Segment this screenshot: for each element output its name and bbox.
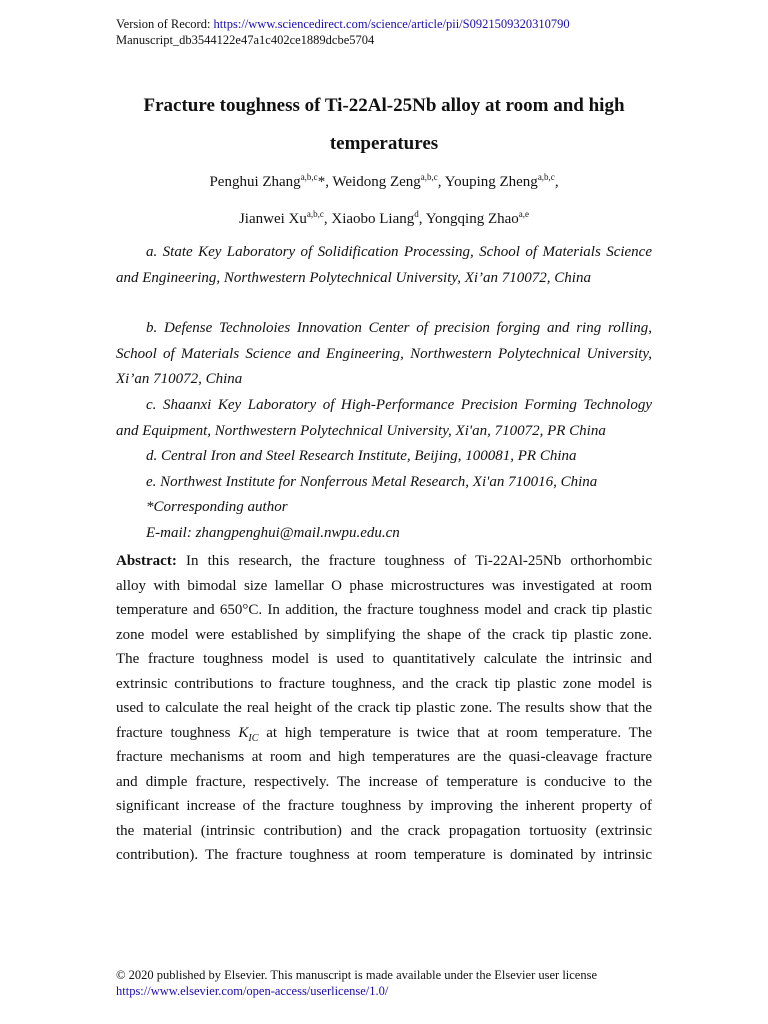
abstract-line: significant increase of the fracture toughness by improving the inherent property of	[116, 798, 652, 814]
abstract-line: contribution). The fracture toughness at room temperature is dominated by intrinsic	[116, 847, 652, 863]
version-link[interactable]: https://www.sciencedirect.com/science/article/pii/S0921509320310790	[213, 17, 570, 31]
abstract	[116, 549, 652, 868]
author-affil-sup: a,b,c	[537, 172, 555, 182]
abstract-line: zone model were established by simplifying the shape of the crack tip plastic zone.	[116, 626, 652, 643]
affiliation-b: b. Defense Technoloies Innovation Center of precision forging and ring rolling, School of Materials Science and Engineering, Northwestern Polytechnical University, Xi’an 710072, China	[116, 320, 652, 388]
abstract-line: fracture mechanisms at room and high temperatures are the quasi-cleavage fracture	[116, 749, 652, 765]
abstract-line: and dimple fracture, respectively. The increase of temperature is conducive to the	[116, 773, 652, 790]
affiliation-d: d. Central Iron and Steel Research Institute, Beijing, 100081, PR China	[146, 448, 577, 464]
paper-title-line-2: temperatures	[329, 133, 439, 154]
abstract-line: the material (intrinsic contribution) and the crack propagation tortuosity (extrinsic	[116, 822, 652, 839]
author-sep: *,	[317, 174, 333, 190]
author-affil-sup: a,e	[518, 209, 530, 219]
author-name: Penghui Zhang	[209, 174, 301, 190]
abstract-line: alloy with bimodal size lamellar O phase microstructures was investigated at room	[116, 577, 652, 594]
abstract-line: Abstract: In this research, the fracture toughness of Ti-22Al-25Nb orthorhombic	[116, 553, 652, 569]
author-name: Xiaobo Liang	[331, 211, 415, 227]
kic-symbol: $K_{IC}$	[238, 724, 259, 744]
affiliation-e: e. Northwest Institute for Nonferrous Metal Research, Xi'an 710016, China	[146, 474, 598, 490]
corresponding-author: *Corresponding author	[146, 499, 288, 515]
author-name: Jianwei Xu	[238, 211, 307, 227]
paper-title-line-1: Fracture toughness of Ti-22Al-25Nb alloy at room and high	[143, 95, 625, 116]
authors-line-2	[0, 211, 768, 228]
license-link[interactable]: https://www.elsevier.com/open-access/userlicense/1.0/	[116, 984, 389, 998]
author-affil-sup: a,b,c	[420, 172, 438, 182]
author-sep: ,	[437, 174, 445, 190]
license-text: © 2020 published by Elsevier. This manuscript is made available under the Elsevier user license	[116, 968, 598, 982]
version-of-record	[116, 16, 570, 32]
corresponding-email: E-mail: zhangpenghui@mail.nwpu.edu.cn	[146, 525, 400, 541]
abstract-label: Abstract:	[116, 553, 177, 569]
author-affil-sup: a,b,c	[300, 172, 318, 182]
abstract-line: fracture toughness $K_{IC}$ at high temperature is twice that at room temperature. The	[116, 724, 652, 744]
manuscript-id: Manuscript_db3544122e47a1c402ce1889dcbe5704	[116, 33, 375, 47]
affiliation-c: c. Shaanxi Key Laboratory of High-Performance Precision Forming Technology and Equipment, Northwestern Polytechnical University, Xi'an, 710072, PR China	[116, 397, 652, 439]
author-sep: ,	[418, 211, 426, 227]
page-footer	[116, 967, 597, 999]
abstract-line: used to calculate the real height of the crack tip plastic zone. The results show that the	[116, 700, 652, 716]
authors-line-1	[0, 174, 768, 191]
affiliation-a: a. State Key Laboratory of Solidification Processing, School of Materials Science and Engineering, Northwestern Polytechnical University, Xi’an 710072, China	[116, 244, 652, 286]
abstract-line: extrinsic contributions to fracture toughness, and the crack tip plastic zone model is	[116, 675, 652, 692]
author-name: Yongqing Zhao	[425, 211, 519, 227]
page-header	[116, 16, 570, 48]
author-affil-sup: a,b,c	[306, 209, 324, 219]
author-name: Youping Zheng	[444, 174, 538, 190]
abstract-line: temperature and 650°C. In addition, the fracture toughness model and crack tip plastic	[116, 602, 652, 618]
author-sep: ,	[323, 211, 332, 227]
author-sep: ,	[554, 174, 559, 190]
author-name: Weidong Zeng	[332, 174, 421, 190]
author-affil-sup: d	[414, 209, 419, 219]
version-label: Version of Record:	[116, 17, 214, 31]
abstract-line: The fracture toughness model is used to quantitatively calculate the intrinsic and	[116, 651, 652, 667]
